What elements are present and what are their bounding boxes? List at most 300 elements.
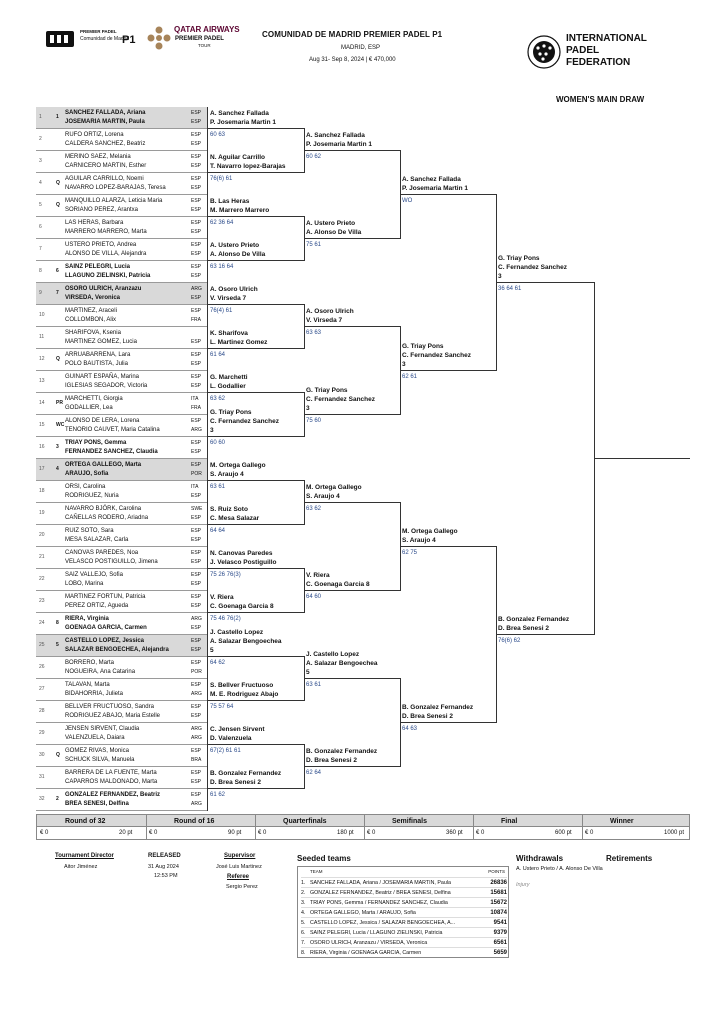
r16-winner-underline bbox=[208, 260, 304, 261]
player-two-country: ESP bbox=[191, 383, 202, 389]
qf-match-score: 63 61 bbox=[306, 682, 322, 688]
draw-line-20 bbox=[36, 525, 207, 547]
draw-position: 20 bbox=[39, 532, 45, 538]
seeded-team-row bbox=[301, 927, 507, 937]
player-two-name: NAVARRO LOPEZ-BARAJAS, Teresa bbox=[65, 185, 166, 191]
player-one-name: NAVARRO BJÖRK, Carolina bbox=[65, 506, 142, 512]
retirements-label: Retirements bbox=[606, 854, 653, 863]
qf-winner-line: M. Ortega Gallego bbox=[306, 484, 362, 491]
draw-line-25 bbox=[36, 635, 207, 657]
player-two-country: ESP bbox=[191, 537, 202, 543]
player-one-country: ESP bbox=[191, 594, 202, 600]
seed-number: 3. bbox=[301, 900, 306, 906]
r16-winner-line: A. Osoro Ulrich bbox=[210, 286, 258, 293]
player-one-country: ESP bbox=[191, 638, 202, 644]
sf-winner-line: A. Sanchez Fallada bbox=[402, 176, 461, 183]
round-points: 600 pt bbox=[555, 830, 572, 836]
player-one-name: ARRUABARRENA, Lara bbox=[65, 352, 131, 358]
r16-winner-line: G. Marchetti bbox=[210, 374, 248, 381]
round-points: 360 pt bbox=[446, 830, 463, 836]
qatar-text: QATAR AIRWAYS bbox=[174, 25, 240, 34]
r16-winner-line: K. Sharifova bbox=[210, 330, 248, 337]
seeded-team-name: GONZALEZ FERNANDEZ, Beatriz / BREA SENESI, Delfina bbox=[310, 890, 451, 896]
r16-match-score: 67(2) 61 61 bbox=[210, 748, 241, 754]
player-one-name: CASTELLO LOPEZ, Jessica bbox=[65, 638, 145, 644]
player-two-name: LOBO, Marina bbox=[65, 581, 104, 587]
entry-seed: WC bbox=[56, 422, 65, 428]
r32-column-border bbox=[207, 107, 208, 811]
draw-position: 29 bbox=[39, 730, 45, 736]
player-one-country: ESP bbox=[191, 704, 202, 710]
r16-winner-underline bbox=[208, 480, 304, 481]
tournament-location: MADRID, ESP bbox=[341, 45, 381, 51]
player-one-country: ESP bbox=[191, 462, 202, 468]
r16-winner-line: S. Ruiz Soto bbox=[210, 506, 248, 513]
points-column-divider bbox=[255, 815, 256, 827]
draw-line-21 bbox=[36, 547, 207, 569]
qf-match-score: 64 60 bbox=[306, 594, 322, 600]
player-two-name: GODALLIER, Lea bbox=[65, 405, 113, 411]
withdrawals-label: Withdrawals bbox=[516, 854, 564, 863]
points-column-divider bbox=[582, 827, 583, 839]
r16-winner-underline bbox=[208, 304, 304, 305]
seeded-team-points: 5659 bbox=[493, 950, 507, 956]
seeded-team-points: 9541 bbox=[493, 920, 507, 926]
draw-position: 15 bbox=[39, 422, 45, 428]
r16-match-score: 62 36 64 bbox=[210, 220, 234, 226]
player-two-country: ESP bbox=[191, 603, 202, 609]
draw-position: 17 bbox=[39, 466, 45, 472]
player-two-country: ARG bbox=[191, 427, 202, 433]
player-one-country: ESP bbox=[191, 682, 202, 688]
player-two-name: CAPARROS MALDONADO, Marta bbox=[65, 779, 158, 785]
player-two-name: CALDERA SANCHEZ, Beatriz bbox=[65, 141, 146, 147]
final-winner-line: G. Triay Pons bbox=[498, 255, 540, 262]
draw-position: 19 bbox=[39, 510, 45, 516]
draw-line-7 bbox=[36, 239, 207, 261]
player-two-name: CARNICERO MARTIN, Esther bbox=[65, 163, 147, 169]
sf-match-score: WO bbox=[402, 198, 413, 204]
draw-position: 25 bbox=[39, 642, 45, 648]
final-winner-line: B. Gonzalez Fernandez bbox=[498, 616, 570, 623]
seeded-team-row bbox=[301, 947, 507, 957]
qf-winner-underline bbox=[304, 150, 400, 151]
draw-line-19 bbox=[36, 503, 207, 525]
draw-position: 16 bbox=[39, 444, 45, 450]
player-one-name: MARCHETTI, Giorgia bbox=[65, 396, 123, 402]
entry-seed: 3 bbox=[56, 444, 59, 450]
player-two-country: ESP bbox=[191, 493, 202, 499]
player-two-country: ESP bbox=[191, 449, 202, 455]
r16-winner-line: 5 bbox=[210, 647, 214, 654]
tour-text: TOUR bbox=[198, 43, 211, 48]
player-one-name: USTERO PRIETO, Andrea bbox=[65, 242, 137, 248]
r16-winner-line: A. Alonso De Villa bbox=[210, 251, 266, 258]
player-one-name: RUFO ORTIZ, Lorena bbox=[65, 132, 124, 138]
draw-line-13 bbox=[36, 371, 207, 393]
player-two-country: BRA bbox=[191, 757, 202, 763]
r16-match-score: 60 60 bbox=[210, 440, 226, 446]
r16-winner-line: P. Josemaria Martin 1 bbox=[210, 119, 276, 126]
sf-winner-underline bbox=[400, 370, 496, 371]
tournament-title: COMUNIDAD DE MADRID PREMIER PADEL P1 bbox=[262, 30, 443, 39]
player-one-country: ESP bbox=[191, 176, 202, 182]
player-two-country: ESP bbox=[191, 559, 202, 565]
r16-winner-line: N. Aguilar Carrillo bbox=[210, 154, 266, 161]
qf-winner-line: A. Alonso De Villa bbox=[306, 229, 362, 236]
player-one-name: MARTINEZ FORTUN, Patricia bbox=[65, 594, 146, 600]
final-winner-underline bbox=[496, 282, 594, 283]
final-winner-line: 3 bbox=[498, 273, 502, 280]
referee-name: Sergio Perez bbox=[226, 884, 258, 890]
draw-line-26 bbox=[36, 657, 207, 679]
seed-number: 2. bbox=[301, 890, 306, 896]
entry-seed: Q bbox=[56, 356, 60, 362]
sf-match-score: 64 63 bbox=[402, 726, 418, 732]
player-two-name: VALENZUELA, Daiara bbox=[65, 735, 125, 741]
qf-winner-line: C. Fernandez Sanchez bbox=[306, 396, 375, 403]
ipf-text-federation: FEDERATION bbox=[566, 57, 631, 68]
qf-match-score: 75 61 bbox=[306, 242, 322, 248]
player-two-name: RODRIGUEZ ABAJO, Maria Estelle bbox=[65, 713, 161, 719]
player-one-country: ARG bbox=[191, 286, 202, 292]
r16-winner-underline bbox=[208, 700, 304, 701]
draw-position: 31 bbox=[39, 774, 45, 780]
player-two-country: ESP bbox=[191, 207, 202, 213]
player-one-country: ARG bbox=[191, 616, 202, 622]
released-date: 31 Aug 2024 bbox=[148, 864, 179, 870]
entry-seed: 8 bbox=[56, 620, 59, 626]
ipf-logo bbox=[526, 28, 656, 76]
round-name: Winner bbox=[610, 818, 634, 825]
r16-winner-line: L. Martinez Gomez bbox=[210, 339, 268, 346]
sf-winner-line: C. Fernandez Sanchez bbox=[402, 352, 471, 359]
player-one-country: ITA bbox=[191, 484, 199, 490]
draw-line-11 bbox=[36, 327, 207, 349]
qf-winner-line: A. Salazar Bengoechea bbox=[306, 660, 378, 667]
player-two-name: MARRERO MARRERO, Marta bbox=[65, 229, 147, 235]
qf-match-score: 63 63 bbox=[306, 330, 322, 336]
player-two-country: ESP bbox=[191, 713, 202, 719]
player-one-country: ESP bbox=[191, 308, 202, 314]
draw-line-10 bbox=[36, 305, 207, 327]
player-two-name: ARAUJO, Sofia bbox=[65, 471, 109, 477]
draw-position: 13 bbox=[39, 378, 45, 384]
r16-winner-line: V. Riera bbox=[210, 594, 234, 601]
player-one-country: ESP bbox=[191, 660, 202, 666]
player-two-country: ARG bbox=[191, 801, 202, 807]
player-one-name: BARRERA DE LA FUENTE, Marta bbox=[65, 770, 157, 776]
r16-winner-underline bbox=[208, 524, 304, 525]
draw-line-17 bbox=[36, 459, 207, 481]
player-two-country: ESP bbox=[191, 339, 202, 345]
entry-seed: Q bbox=[56, 202, 60, 208]
draw-position: 12 bbox=[39, 356, 45, 362]
player-one-name: BORRERO, Marta bbox=[65, 660, 115, 666]
round-points: 90 pt bbox=[228, 830, 242, 836]
points-column-divider bbox=[582, 815, 583, 827]
entry-seed: 7 bbox=[56, 290, 59, 296]
player-one-name: SAINZ PELEGRI, Lucia bbox=[65, 264, 131, 270]
player-one-name: GUINART ESPAÑA, Marina bbox=[65, 374, 140, 380]
ipf-text-padel: PADEL bbox=[566, 45, 600, 56]
draw-position: 8 bbox=[39, 268, 42, 274]
qatar-airways-premier-padel-logo bbox=[146, 22, 240, 56]
seeded-teams-label: Seeded teams bbox=[297, 854, 351, 863]
draw-position: 11 bbox=[39, 334, 45, 340]
r16-winner-line: C. Goenaga Garcia 8 bbox=[210, 603, 274, 610]
r16-winner-line: C. Fernandez Sanchez bbox=[210, 418, 279, 425]
round-name: Final bbox=[501, 818, 518, 825]
player-two-name: TENORIO CAUVET, Maria Catalina bbox=[65, 427, 160, 433]
qf-winner-line: A. Sanchez Fallada bbox=[306, 132, 365, 139]
draw-line-6 bbox=[36, 217, 207, 239]
seeded-team-row bbox=[301, 877, 507, 887]
player-one-country: ESP bbox=[191, 352, 202, 358]
seeded-team-name: TRIAY PONS, Gemma / FERNANDEZ SANCHEZ, Claudia bbox=[310, 900, 448, 906]
ipf-text-international: INTERNATIONAL bbox=[566, 33, 647, 44]
entry-seed: Q bbox=[56, 752, 60, 758]
seed-number: 6. bbox=[301, 930, 306, 936]
sf-winner-underline bbox=[400, 194, 496, 195]
draw-position: 24 bbox=[39, 620, 45, 626]
r16-match-score: 75 26 76(3) bbox=[210, 572, 241, 578]
draw-position: 1 bbox=[39, 114, 42, 120]
player-one-country: ESP bbox=[191, 792, 202, 798]
player-two-name: GOENAGA GARCIA, Carmen bbox=[65, 625, 147, 631]
player-one-country: ESP bbox=[191, 154, 202, 160]
player-two-name: SORIANO PEREZ, Arantxa bbox=[65, 207, 139, 213]
player-one-country: ESP bbox=[191, 572, 202, 578]
player-two-country: ESP bbox=[191, 119, 202, 125]
draw-line-4 bbox=[36, 173, 207, 195]
player-two-name: SCHUCK SILVA, Manuela bbox=[65, 757, 135, 763]
player-one-country: ESP bbox=[191, 110, 202, 116]
draw-position: 5 bbox=[39, 202, 42, 208]
supervisor-label: Supervisor bbox=[224, 853, 256, 859]
entry-seed: 6 bbox=[56, 268, 59, 274]
draw-position: 10 bbox=[39, 312, 45, 318]
draw-position: 32 bbox=[39, 796, 45, 802]
player-two-country: ARG bbox=[191, 691, 202, 697]
seeded-team-name: SANCHEZ FALLADA, Ariana / JOSEMARIA MARTIN, Paula bbox=[310, 880, 451, 886]
round-name: Quarterfinals bbox=[283, 818, 327, 825]
player-one-name: SANCHEZ FALLADA, Ariana bbox=[65, 110, 146, 116]
r16-winner-line: C. Mesa Salazar bbox=[210, 515, 260, 522]
qf-winner-underline bbox=[304, 238, 400, 239]
r16-winner-line: T. Navarro lopez-Barajas bbox=[210, 163, 286, 170]
player-two-country: ESP bbox=[191, 229, 202, 235]
tournament-dates-prize: Aug 31- Sep 8, 2024 | € 470,000 bbox=[309, 57, 396, 63]
sf-winner-line: S. Araujo 4 bbox=[402, 537, 436, 544]
r16-match-score: 60 63 bbox=[210, 132, 226, 138]
player-one-name: SHARIFOVA, Ksenia bbox=[65, 330, 121, 336]
seeded-team-points: 6561 bbox=[493, 940, 507, 946]
draw-line-29 bbox=[36, 723, 207, 745]
draw-position: 4 bbox=[39, 180, 42, 186]
r16-winner-underline bbox=[208, 788, 304, 789]
r16-winner-line: M. Marrero Marrero bbox=[210, 207, 270, 214]
draw-line-23 bbox=[36, 591, 207, 613]
r16-winner-underline bbox=[208, 568, 304, 569]
round-name: Semifinals bbox=[392, 818, 428, 825]
player-one-country: ESP bbox=[191, 418, 202, 424]
player-two-name: NOGUEIRA, Ana Catarina bbox=[65, 669, 136, 675]
r16-winner-line: A. Ustero Prieto bbox=[210, 242, 260, 249]
player-one-country: ESP bbox=[191, 748, 202, 754]
player-two-name: BIDAHORRIA, Julieta bbox=[65, 691, 124, 697]
r16-match-score: 61 62 bbox=[210, 792, 226, 798]
sf-match-score: 62 61 bbox=[402, 374, 418, 380]
qf-match-score: 75 60 bbox=[306, 418, 322, 424]
player-one-country: ARG bbox=[191, 726, 202, 732]
player-two-name: MESA SALAZAR, Carla bbox=[65, 537, 129, 543]
player-two-name: CAÑELLAS RODERO, Ariadna bbox=[65, 515, 149, 521]
qf-winner-line: D. Brea Senesi 2 bbox=[306, 757, 357, 764]
sf-winner-line: B. Gonzalez Fernandez bbox=[402, 704, 474, 711]
player-two-country: ESP bbox=[191, 141, 202, 147]
player-two-country: FRA bbox=[191, 317, 201, 323]
premier-padel-madrid-logo bbox=[44, 27, 144, 51]
r16-winner-underline bbox=[208, 612, 304, 613]
sf-winner-line: M. Ortega Gallego bbox=[402, 528, 458, 535]
qf-winner-line: B. Gonzalez Fernandez bbox=[306, 748, 378, 755]
draw-line-18 bbox=[36, 481, 207, 503]
qf-winner-line: P. Josemaria Martin 1 bbox=[306, 141, 372, 148]
r16-match-score: 61 64 bbox=[210, 352, 226, 358]
draw-line-27 bbox=[36, 679, 207, 701]
player-one-country: ESP bbox=[191, 374, 202, 380]
draw-position: 27 bbox=[39, 686, 45, 692]
r16-winner-underline bbox=[208, 216, 304, 217]
player-one-name: TALAVAN, Marta bbox=[65, 682, 110, 688]
player-one-name: TRIAY PONS, Gemma bbox=[65, 440, 127, 446]
player-one-name: MARTINEZ, Araceli bbox=[65, 308, 117, 314]
qf-winner-underline bbox=[304, 414, 400, 415]
player-two-name: VIRSEDA, Veronica bbox=[65, 295, 121, 301]
winner-line bbox=[594, 458, 690, 459]
draw-position: 28 bbox=[39, 708, 45, 714]
draw-line-2 bbox=[36, 129, 207, 151]
r16-winner-underline bbox=[208, 656, 304, 657]
withdrawal-team: A. Ustero Prieto / A. Alonso De Villa bbox=[516, 866, 603, 872]
draw-line-24 bbox=[36, 613, 207, 635]
player-two-country: ESP bbox=[191, 515, 202, 521]
r16-winner-line: B. Gonzalez Fernandez bbox=[210, 770, 282, 777]
entry-seed: 1 bbox=[56, 114, 59, 120]
r16-winner-line: A. Sanchez Fallada bbox=[210, 110, 269, 117]
player-two-name: FERNANDEZ SANCHEZ, Claudia bbox=[65, 449, 158, 455]
seed-number: 7. bbox=[301, 940, 306, 946]
player-one-name: LAS HERAS, Barbara bbox=[65, 220, 124, 226]
player-two-country: FRA bbox=[191, 405, 201, 411]
qf-match-score: 62 64 bbox=[306, 770, 322, 776]
player-one-name: GOMEZ RIVAS, Monica bbox=[65, 748, 129, 754]
player-two-name: POLO BAUTISTA, Julia bbox=[65, 361, 128, 367]
player-one-name: GONZALEZ FERNANDEZ, Beatriz bbox=[65, 792, 161, 798]
points-column-divider bbox=[255, 827, 256, 839]
r16-match-score: 76(6) 61 bbox=[210, 176, 233, 182]
team-column-header: TEAM bbox=[310, 869, 323, 874]
r16-winner-line: D. Valenzuela bbox=[210, 735, 252, 742]
player-two-country: ESP bbox=[191, 361, 202, 367]
player-two-name: ALONSO DE VILLA, Alejandra bbox=[65, 251, 147, 257]
qf-winner-line: 5 bbox=[306, 669, 310, 676]
player-one-country: ESP bbox=[191, 220, 202, 226]
qf-winner-line: S. Araujo 4 bbox=[306, 493, 340, 500]
flower-emblem-icon bbox=[146, 25, 172, 51]
player-one-country: ESP bbox=[191, 198, 202, 204]
r16-match-score: 64 64 bbox=[210, 528, 226, 534]
tournament-director-label: Tournament Director bbox=[55, 853, 114, 859]
points-column-header: POINTS bbox=[488, 869, 505, 874]
player-two-country: POR bbox=[191, 669, 202, 675]
player-one-country: ESP bbox=[191, 132, 202, 138]
withdrawal-reason: Injury bbox=[516, 882, 530, 888]
qf-winner-line: V. Virseda 7 bbox=[306, 317, 343, 324]
released-label: RELEASED bbox=[148, 853, 181, 859]
released-time: 12:53 PM bbox=[154, 873, 178, 879]
player-one-country: ESP bbox=[191, 242, 202, 248]
r16-winner-line: D. Brea Senesi 2 bbox=[210, 779, 261, 786]
qf-winner-underline bbox=[304, 678, 400, 679]
qf-winner-line: A. Ustero Prieto bbox=[306, 220, 356, 227]
draw-position: 14 bbox=[39, 400, 45, 406]
draw-position: 2 bbox=[39, 136, 42, 142]
premier-padel-text: PREMIER PADEL bbox=[175, 36, 224, 42]
r16-winner-line: N. Canovas Paredes bbox=[210, 550, 273, 557]
player-one-name: SAIZ VALLEJO, Sofia bbox=[65, 572, 123, 578]
player-one-name: ORSI, Carolina bbox=[65, 484, 106, 490]
round-points: 20 pt bbox=[119, 830, 133, 836]
draw-position: 9 bbox=[39, 290, 42, 296]
sf-winner-line: P. Josemaria Martin 1 bbox=[402, 185, 468, 192]
seeded-team-points: 26836 bbox=[490, 880, 507, 886]
qf-winner-underline bbox=[304, 766, 400, 767]
r16-match-score: 75 57 64 bbox=[210, 704, 234, 710]
points-column-divider bbox=[146, 815, 147, 827]
player-one-name: MANQUILLO ALARZA, Leticia Maria bbox=[65, 198, 163, 204]
draw-line-9 bbox=[36, 283, 207, 305]
player-two-country: POR bbox=[191, 471, 202, 477]
player-one-name: RIERA, Virginia bbox=[65, 616, 109, 622]
r16-winner-line: V. Virseda 7 bbox=[210, 295, 247, 302]
r16-winner-line: J. Velasco Postiguillo bbox=[210, 559, 277, 566]
player-one-name: ORTEGA GALLEGO, Marta bbox=[65, 462, 142, 468]
qf-winner-underline bbox=[304, 326, 400, 327]
seeded-teams-table bbox=[297, 866, 509, 958]
player-one-name: JENSEN SIRVENT, Claudia bbox=[65, 726, 140, 732]
r16-winner-underline bbox=[208, 348, 304, 349]
player-one-name: BELLVER FRUCTUOSO, Sandra bbox=[65, 704, 154, 710]
round-points: 1000 pt bbox=[664, 830, 685, 836]
draw-position: 3 bbox=[39, 158, 42, 164]
player-one-country: SWE bbox=[191, 506, 203, 512]
draw-position: 26 bbox=[39, 664, 45, 670]
seeded-team-points: 9379 bbox=[493, 930, 507, 936]
round-prize: € 0 bbox=[258, 830, 267, 836]
ipf-ball-icon bbox=[526, 28, 562, 76]
round-prize: € 0 bbox=[476, 830, 485, 836]
final-match-score: 36 64 61 bbox=[498, 286, 522, 292]
seed-number: 5. bbox=[301, 920, 306, 926]
r16-winner-line: L. Godallier bbox=[210, 383, 246, 390]
player-two-name: COLLOMBON, Alix bbox=[65, 317, 117, 323]
r16-winner-underline bbox=[208, 392, 304, 393]
player-two-country: ESP bbox=[191, 273, 202, 279]
seeded-team-name: CASTELLO LOPEZ, Jessica / SALAZAR BENGOECHEA, A... bbox=[310, 920, 456, 926]
qf-winner-line: G. Triay Pons bbox=[306, 387, 348, 394]
